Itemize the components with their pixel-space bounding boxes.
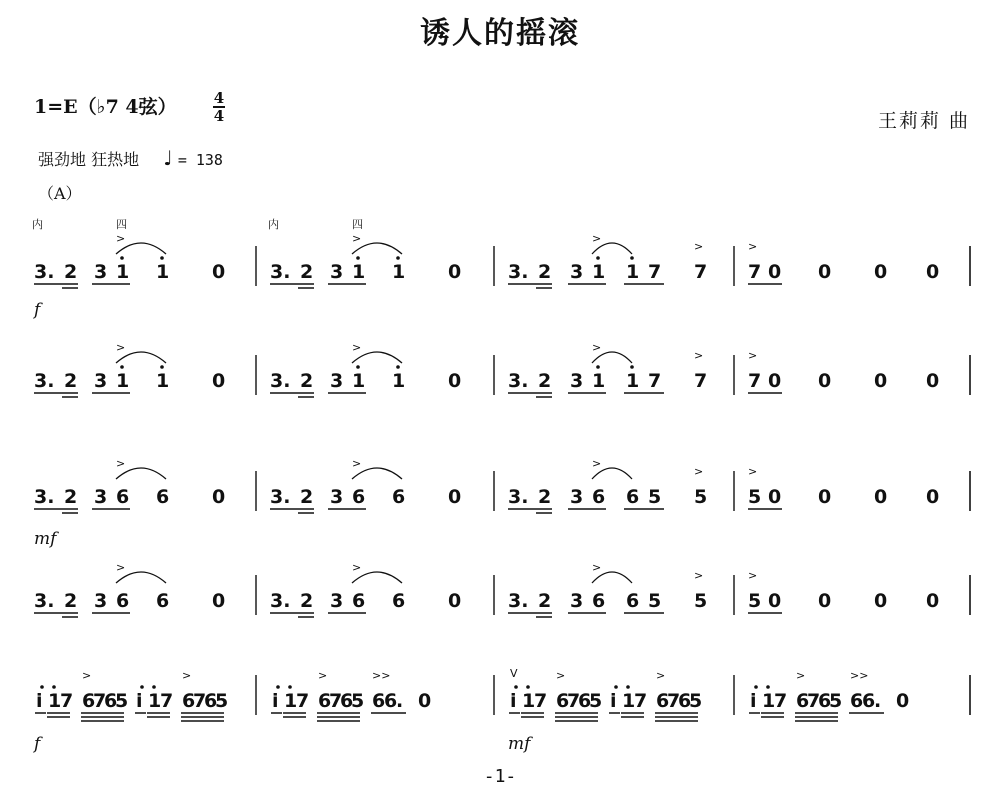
note: 2	[300, 261, 314, 283]
note: 5	[648, 486, 662, 508]
note: 0	[448, 370, 462, 392]
note: i	[610, 690, 617, 712]
high-octave-dot	[52, 685, 56, 689]
note: 0	[768, 590, 782, 612]
note: 0	[448, 261, 462, 283]
note: 6	[818, 690, 832, 712]
note: 7	[296, 690, 310, 712]
note: 6	[392, 590, 406, 612]
time-signature-top: 4	[213, 89, 225, 107]
accent-mark: >>	[850, 669, 869, 682]
high-octave-dot	[140, 685, 144, 689]
note: 0	[448, 590, 462, 612]
note: 0	[768, 370, 782, 392]
note: 0	[212, 486, 226, 508]
note: 7	[329, 690, 343, 712]
fingering-four: 四	[116, 218, 127, 231]
accent-mark: >	[748, 569, 758, 582]
note: 7	[648, 370, 662, 392]
note: 6	[656, 690, 670, 712]
accent-mark: >	[116, 457, 126, 470]
accent-mark: >	[694, 465, 704, 478]
note: 7	[667, 690, 681, 712]
note: 6	[340, 690, 354, 712]
note: 3	[330, 590, 344, 612]
note: 7	[193, 690, 207, 712]
accent-mark: >	[352, 232, 362, 245]
high-octave-dot	[40, 685, 44, 689]
note: 3	[570, 590, 584, 612]
note: 0	[926, 370, 940, 392]
note: 6	[116, 486, 130, 508]
note: 3	[94, 370, 108, 392]
accent-mark: >	[694, 349, 704, 362]
note: 6	[678, 690, 692, 712]
note: 1	[762, 690, 776, 712]
high-octave-dot	[120, 256, 124, 260]
note: i	[272, 690, 279, 712]
note: 5	[351, 690, 365, 712]
note: 1	[626, 370, 640, 392]
note: 7	[60, 690, 74, 712]
note: 5	[589, 690, 603, 712]
note: 6	[592, 590, 606, 612]
accent-mark: >	[318, 669, 328, 682]
high-octave-dot	[626, 685, 630, 689]
accent-mark: >	[116, 341, 126, 354]
note: 3.	[508, 370, 529, 392]
note: 2	[300, 590, 314, 612]
note: 1	[148, 690, 162, 712]
dynamic-mark: mf	[508, 734, 531, 754]
note: 0	[418, 690, 432, 712]
note: 0	[818, 261, 832, 283]
note: 7	[648, 261, 662, 283]
note: 6	[352, 486, 366, 508]
high-octave-dot	[152, 685, 156, 689]
accent-mark: >	[556, 669, 566, 682]
high-octave-dot	[526, 685, 530, 689]
key-signature: 1=E（♭7 4弦）	[34, 96, 177, 118]
accent-mark: >	[352, 341, 362, 354]
note: 1	[116, 261, 130, 283]
note: i	[36, 690, 43, 712]
note: 6	[82, 690, 96, 712]
note: 3	[330, 370, 344, 392]
note: 7	[694, 370, 708, 392]
note: 0	[926, 486, 940, 508]
high-octave-dot	[160, 365, 164, 369]
high-octave-dot	[630, 256, 634, 260]
high-octave-dot	[614, 685, 618, 689]
accent-mark: >	[352, 457, 362, 470]
accent-mark: >	[748, 240, 758, 253]
accent-mark: >	[82, 669, 92, 682]
note: 5	[694, 486, 708, 508]
note: 0	[818, 486, 832, 508]
dynamic-mark: mf	[34, 529, 57, 549]
note: 7	[694, 261, 708, 283]
note: 3	[94, 590, 108, 612]
high-octave-dot	[754, 685, 758, 689]
note: .	[396, 690, 404, 712]
note: 7	[567, 690, 581, 712]
note: 7	[774, 690, 788, 712]
note: 2	[538, 261, 552, 283]
note: 1	[284, 690, 298, 712]
note: 7	[634, 690, 648, 712]
note: 0	[874, 486, 888, 508]
note: 1	[626, 261, 640, 283]
high-octave-dot	[120, 365, 124, 369]
accent-mark: >	[592, 232, 602, 245]
note: 3.	[34, 370, 55, 392]
fingering-inner: 内	[268, 218, 279, 231]
note: 2	[64, 486, 78, 508]
note: 5	[694, 590, 708, 612]
note: 1	[592, 370, 606, 392]
high-octave-dot	[396, 365, 400, 369]
note: 6	[592, 486, 606, 508]
note: 6	[104, 690, 118, 712]
high-octave-dot	[356, 365, 360, 369]
high-octave-dot	[288, 685, 292, 689]
high-octave-dot	[160, 256, 164, 260]
note: 3	[330, 486, 344, 508]
note: 6	[578, 690, 592, 712]
time-signature-bottom: 4	[213, 107, 225, 125]
note: 7	[748, 261, 762, 283]
accent-mark: >	[694, 240, 704, 253]
high-octave-dot	[276, 685, 280, 689]
accent-mark: >	[592, 457, 602, 470]
note: 6	[372, 690, 386, 712]
note: 5	[689, 690, 703, 712]
bow-mark: V	[510, 667, 518, 680]
note: 6	[626, 590, 640, 612]
section-label: （A）	[38, 184, 82, 203]
note: 1	[622, 690, 636, 712]
note: 0	[874, 590, 888, 612]
note: 6	[156, 486, 170, 508]
note: 1	[392, 370, 406, 392]
note: 6	[182, 690, 196, 712]
note: 3.	[508, 486, 529, 508]
note: 2	[538, 486, 552, 508]
note: 0	[212, 261, 226, 283]
note: 0	[818, 370, 832, 392]
page-number: -1-	[483, 766, 517, 787]
note: 5	[748, 486, 762, 508]
high-octave-dot	[356, 256, 360, 260]
accent-mark: >	[116, 232, 126, 245]
note: 3	[330, 261, 344, 283]
note: 0	[448, 486, 462, 508]
note: 2	[538, 370, 552, 392]
note: 6	[850, 690, 864, 712]
note: 0	[896, 690, 910, 712]
note: 3.	[270, 486, 291, 508]
note: 1	[522, 690, 536, 712]
note: 3	[570, 370, 584, 392]
note: 3	[570, 261, 584, 283]
high-octave-dot	[630, 365, 634, 369]
dynamic-mark: f	[34, 300, 41, 320]
note: 6	[384, 690, 398, 712]
note: 2	[64, 261, 78, 283]
note: i	[510, 690, 517, 712]
tempo-bpm: = 138	[177, 151, 223, 169]
note: 1	[156, 370, 170, 392]
note: 5	[748, 590, 762, 612]
note: 6	[204, 690, 218, 712]
note: 6	[318, 690, 332, 712]
note: 3.	[270, 590, 291, 612]
note: 0	[926, 590, 940, 612]
tempo-expression: 强劲地 狂热地	[38, 150, 140, 169]
note: 2	[64, 370, 78, 392]
note: 3.	[508, 590, 529, 612]
note: 3.	[270, 261, 291, 283]
note: 3.	[34, 261, 55, 283]
fingering-four: 四	[352, 218, 363, 231]
accent-mark: >	[592, 561, 602, 574]
high-octave-dot	[766, 685, 770, 689]
note: 3.	[34, 486, 55, 508]
accent-mark: >	[656, 669, 666, 682]
note: 1	[48, 690, 62, 712]
note: 1	[592, 261, 606, 283]
note: 0	[874, 261, 888, 283]
note: 5	[648, 590, 662, 612]
note: 5	[115, 690, 129, 712]
page-title: 诱人的摇滚	[420, 16, 580, 51]
quarter-note-icon: ♩	[163, 146, 173, 170]
note: 1	[352, 370, 366, 392]
accent-mark: >	[592, 341, 602, 354]
note: 7	[534, 690, 548, 712]
note: .	[874, 690, 882, 712]
note: 1	[392, 261, 406, 283]
accent-mark: >	[748, 349, 758, 362]
note: 6	[862, 690, 876, 712]
note: 6	[352, 590, 366, 612]
note: 3	[570, 486, 584, 508]
note: 1	[116, 370, 130, 392]
note: 5	[829, 690, 843, 712]
note: 7	[748, 370, 762, 392]
note: 1	[156, 261, 170, 283]
note: 1	[352, 261, 366, 283]
high-octave-dot	[596, 365, 600, 369]
note: 0	[818, 590, 832, 612]
note: 7	[807, 690, 821, 712]
accent-mark: >	[116, 561, 126, 574]
note: 7	[160, 690, 174, 712]
note: 6	[156, 590, 170, 612]
note: i	[136, 690, 143, 712]
high-octave-dot	[596, 256, 600, 260]
note: 0	[926, 261, 940, 283]
note: 0	[212, 370, 226, 392]
accent-mark: >	[352, 561, 362, 574]
note: 7	[93, 690, 107, 712]
note: 3.	[508, 261, 529, 283]
accent-mark: >	[796, 669, 806, 682]
note: 5	[215, 690, 229, 712]
composer: 王莉莉 曲	[877, 110, 970, 132]
note: 2	[300, 370, 314, 392]
note: 3.	[34, 590, 55, 612]
accent-mark: >>	[372, 669, 391, 682]
note: 3	[94, 486, 108, 508]
note: 6	[796, 690, 810, 712]
note: 3	[94, 261, 108, 283]
accent-mark: >	[182, 669, 192, 682]
note: 0	[768, 486, 782, 508]
note: 0	[768, 261, 782, 283]
note: 2	[538, 590, 552, 612]
note: 6	[626, 486, 640, 508]
high-octave-dot	[396, 256, 400, 260]
note: 6	[116, 590, 130, 612]
note: 2	[300, 486, 314, 508]
note: 6	[392, 486, 406, 508]
note: 6	[556, 690, 570, 712]
note: i	[750, 690, 757, 712]
accent-mark: >	[694, 569, 704, 582]
note: 2	[64, 590, 78, 612]
note: 0	[874, 370, 888, 392]
fingering-inner: 内	[32, 218, 43, 231]
accent-mark: >	[748, 465, 758, 478]
note: 0	[212, 590, 226, 612]
note: 3.	[270, 370, 291, 392]
high-octave-dot	[514, 685, 518, 689]
dynamic-mark: f	[34, 734, 41, 754]
